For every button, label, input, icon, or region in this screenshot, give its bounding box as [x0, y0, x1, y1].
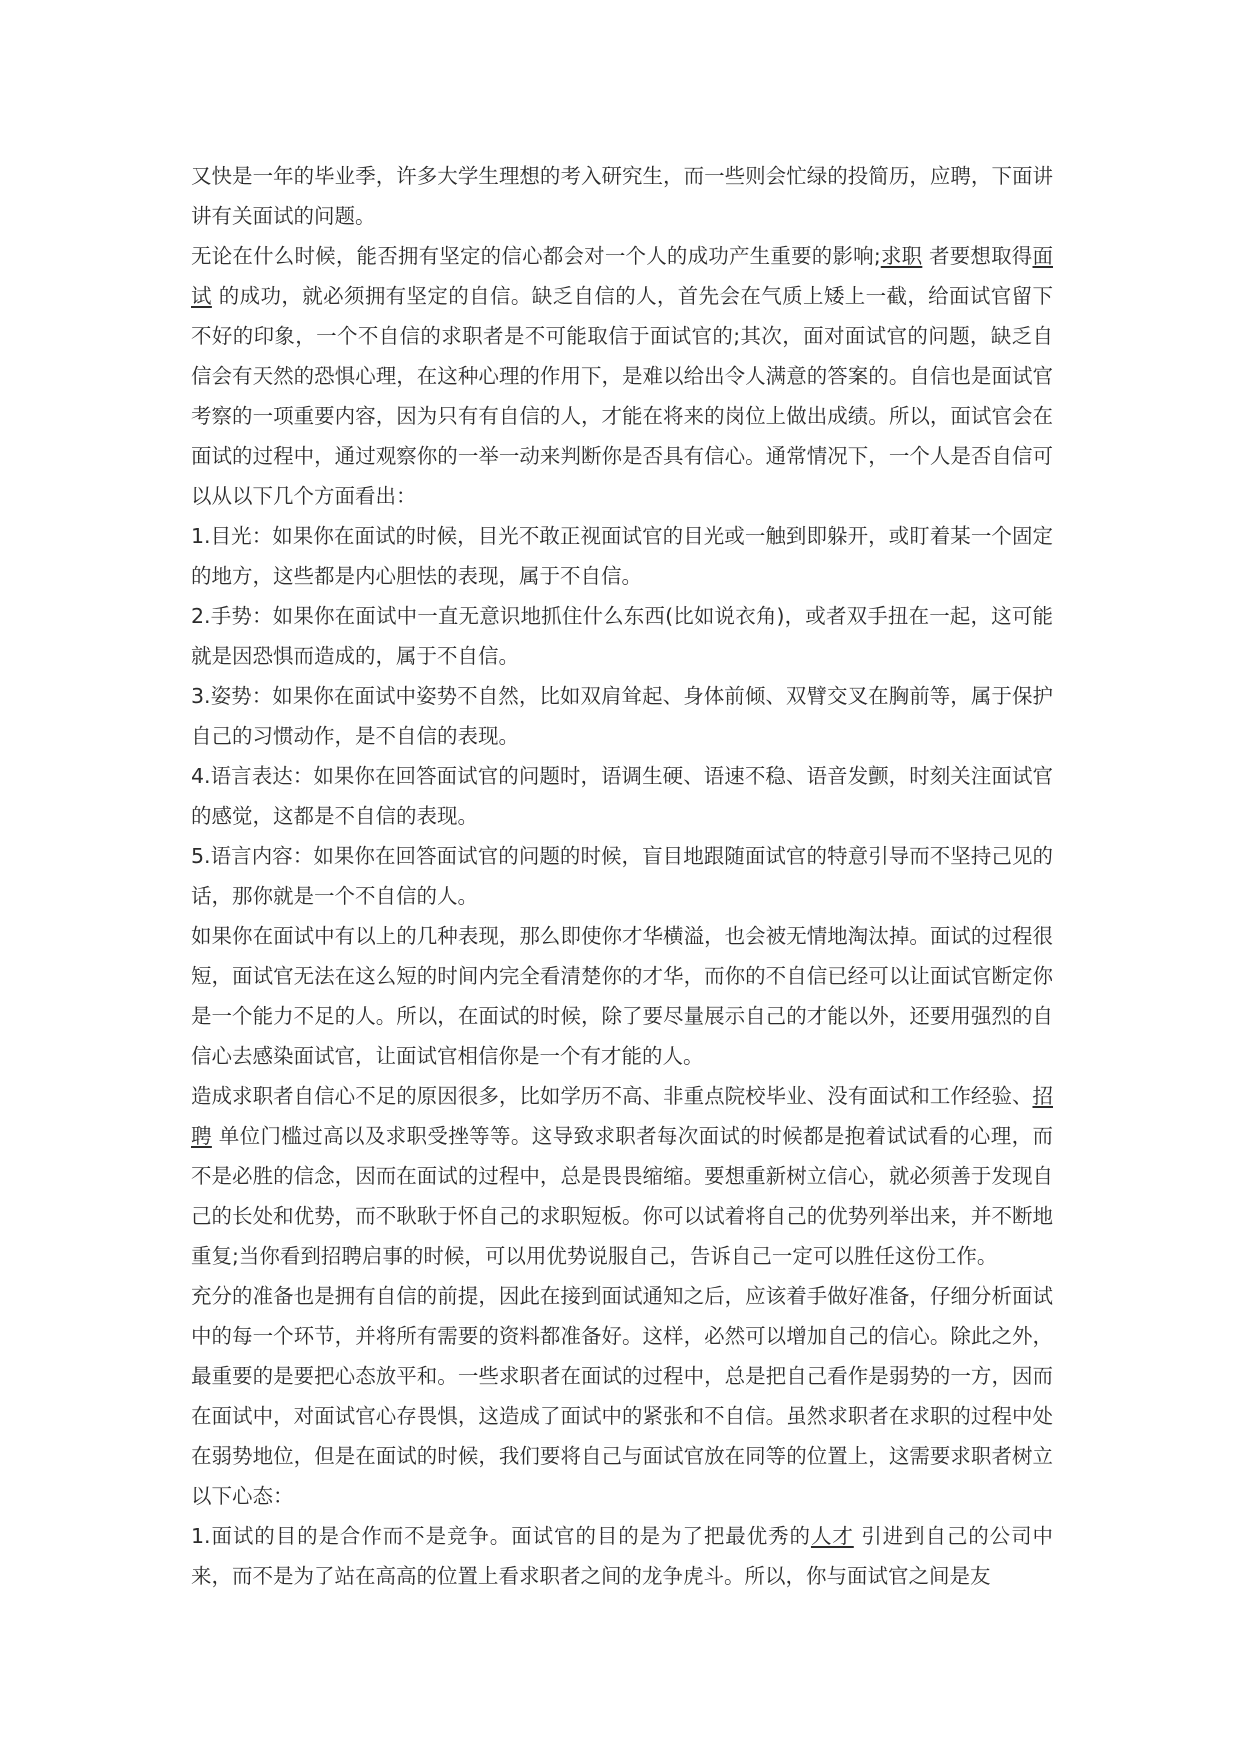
paragraph-consequence: 如果你在面试中有以上的几种表现，那么即使你才华横溢，也会被无情地淘汰掉。面试的过程很短，面试官无法在这么短的时间内完全看清楚你的才华，而你的不自信已经可以让面试官断定你是一个能力不足的人。所以，在面试的时候，除了要尽量展示自己的才能以外，还要用强烈的自信心去感染面试官，让面试官相信你是一个有才能的人。 [191, 924, 1053, 1068]
list-item-cooperation [191, 1516, 1053, 1596]
paragraph-text: 造成求职者自信心不足的原因很多，比如学历不高、非重点院校毕业、没有面试和工作经验、 [191, 1084, 1033, 1108]
paragraph-text: 者要想取得 [922, 244, 1033, 268]
paragraph-intro: 又快是一年的毕业季，许多大学生理想的考入研究生，而一些则会忙绿的投简历，应聘，下面讲讲有关面试的问题。 [191, 164, 1053, 228]
document-body [191, 156, 1053, 1596]
list-item-posture: 3.姿势：如果你在面试中姿势不自然，比如双肩耸起、身体前倾、双臂交叉在胸前等，属于保护自己的习惯动作，是不自信的表现。 [191, 684, 1053, 748]
link-zhaopin[interactable]: 招聘 [191, 1084, 1053, 1148]
paragraph-preparation: 充分的准备也是拥有自信的前提，因此在接到面试通知之后，应该着手做好准备，仔细分析面试中的每一个环节，并将所有需要的资料都准备好。这样，必然可以增加自己的信心。除此之外，最重要的是要把心态放平和。一些求职者在面试的过程中，总是把自己看作是弱势的一方，因而在面试中，对面试官心存畏惧，这造成了面试中的紧张和不自信。虽然求职者在求职的过程中处在弱势地位，但是在面试的时候，我们要将自己与面试官放在同等的位置上，这需要求职者树立以下心态： [191, 1284, 1053, 1508]
paragraph-text: 单位门槛过高以及求职受挫等等。这导致求职者每次面试的时候都是抱着试试看的心理，而不是必胜的信念，因而在面试的过程中，总是畏畏缩缩。要想重新树立信心，就必须善于发现自己的长处和优势，而不耿耿于怀自己的求职短板。你可以试着将自己的优势列举出来，并不断地重复;当你看到招聘启事的时候，可以用优势说服自己，告诉自己一定可以胜任这份工作。 [191, 1124, 1054, 1268]
paragraph-confidence [191, 236, 1053, 516]
paragraph-text: 无论在什么时候，能否拥有坚定的信心都会对一个人的成功产生重要的影响; [191, 244, 881, 268]
list-item-expression: 4.语言表达：如果你在回答面试官的问题时，语调生硬、语速不稳、语音发颤，时刻关注面试官的感觉，这都是不自信的表现。 [191, 764, 1053, 828]
link-rencai[interactable]: 人才 [810, 1524, 854, 1548]
paragraph-causes [191, 1076, 1053, 1276]
paragraph-text: 1.面试的目的是合作而不是竞争。面试官的目的是为了把最优秀的 [191, 1524, 811, 1548]
link-qiuzhi[interactable]: 求职 [880, 244, 923, 268]
paragraph-text: 引进到自己的公司中来，而不是为了站在高高的位置上看求职者之间的龙争虎斗。所以，你与面试官之间是友 [191, 1524, 1053, 1588]
list-item-content: 5.语言内容：如果你在回答面试官的问题的时候，盲目地跟随面试官的特意引导而不坚持己见的话，那你就是一个不自信的人。 [191, 844, 1053, 908]
link-mianshi[interactable]: 面试 [191, 244, 1053, 308]
list-item-gaze: 1.目光：如果你在面试的时候，目光不敢正视面试官的目光或一触到即躲开，或盯着某一个固定的地方，这些都是内心胆怯的表现，属于不自信。 [191, 524, 1053, 588]
paragraph-text: 的成功，就必须拥有坚定的自信。缺乏自信的人，首先会在气质上矮上一截，给面试官留下不好的印象，一个不自信的求职者是不可能取信于面试官的;其次，面对面试官的问题，缺乏自信会有天然的恐惧心理，在这种心理的作用下，是难以给出令人满意的答案的。自信也是面试官考察的一项重要内容，因为只有有自信的人，才能在将来的岗位上做出成绩。所以，面试官会在面试的过程中，通过观察你的一举一动来判断你是否具有信心。通常情况下，一个人是否自信可以从以下几个方面看出： [191, 284, 1054, 508]
list-item-gesture: 2.手势：如果你在面试中一直无意识地抓住什么东西(比如说衣角)，或者双手扭在一起，这可能就是因恐惧而造成的，属于不自信。 [191, 604, 1053, 668]
